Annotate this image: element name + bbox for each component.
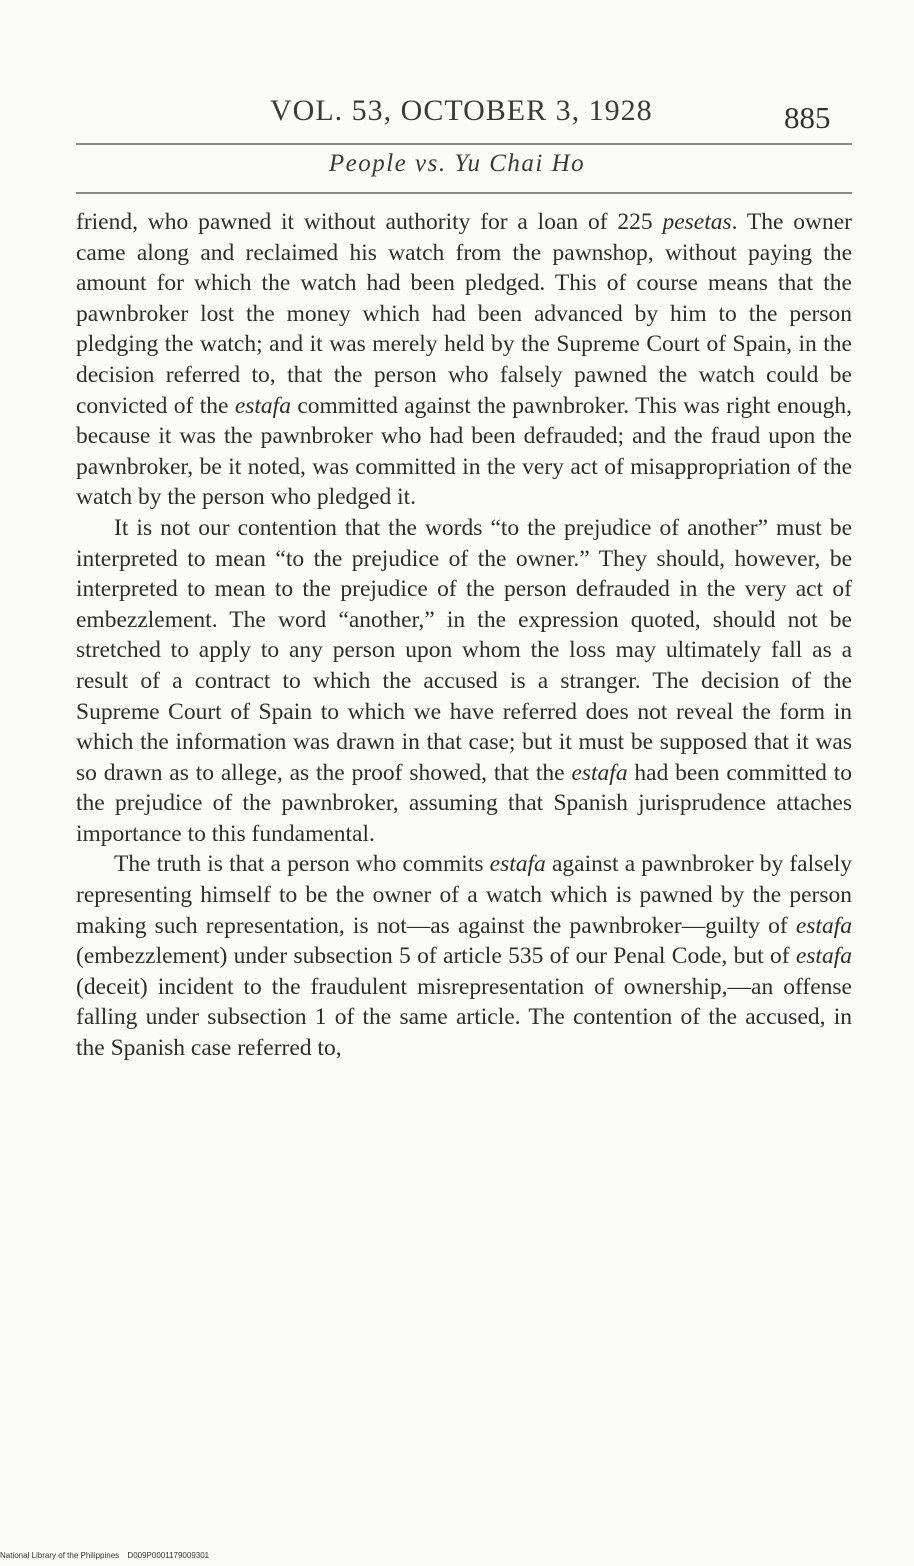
italic-term: estafa	[795, 943, 852, 970]
text-run: The truth is that a person who commits	[114, 851, 490, 878]
running-head: VOL. 53, OCTOBER 3, 1928	[270, 94, 653, 127]
text-run: committed against the pawnbroker. This was right enough, because it was the pawnbroker who had been defrauded; and the fraud upon the pawnbroker, be it noted, was committed in the very act of misappropriation of the watch by the person who pledged it.	[76, 392, 852, 511]
text-run: (embezzlement) under subsection 5 of article 535 of our Penal Code, but of	[76, 943, 796, 970]
page-number: 885	[784, 100, 831, 135]
paragraph-1	[76, 207, 852, 513]
text-run: against a pawnbroker by falsely representing himself to be the owner of a watch which is pawned by the person making such representation, is not—as against the pawnbroker—guilty of	[76, 851, 852, 939]
footer-library: National Library of the Philippines	[0, 1551, 120, 1560]
text-run: had been committed to the prejudice of the pawnbroker, assuming that Spanish jurisprudence attaches importance to this fundamental.	[76, 759, 852, 847]
italic-term: estafa	[234, 392, 291, 419]
case-title: People vs. Yu Chai Ho	[328, 150, 586, 177]
italic-term: estafa	[571, 759, 628, 786]
page-header	[0, 88, 914, 138]
italic-term: pesetas	[662, 209, 732, 235]
text-run: friend, who pawned it without authority for a loan of 225	[76, 209, 663, 235]
body-text	[76, 207, 852, 1064]
paragraph-2	[76, 513, 852, 850]
paragraph-3	[76, 849, 852, 1063]
header-rule-top	[76, 143, 852, 145]
italic-term: estafa	[489, 851, 546, 878]
text-run: . The owner came along and reclaimed his watch from the pawnshop, without paying the amount for which the watch had been pledged. This of course means that the pawnbroker lost the money which had been advanced by him to the person pledging the watch; and it was merely held by the Supreme Court of Spain, in the decision referred to, that the person who falsely pawned the watch could be convicted of the	[76, 209, 852, 419]
scan-footer	[0, 1551, 209, 1560]
text-run: (deceit) incident to the fraudulent misrepresentation of ownership,—an offense falling under subsection 1 of the same article. The contention of the accused, in the Spanish case referred to,	[76, 973, 852, 1062]
header-rule-bottom	[76, 192, 852, 194]
footer-code: D009P0001179009301	[127, 1551, 210, 1560]
italic-term: estafa	[795, 912, 852, 939]
text-run: It is not our contention that the words “to the prejudice of another” must be interpreted to mean “to the prejudice of the owner.” They should, however, be interpreted to mean to the prejudice of the person defrauded in the very act of embezzlement. The word “another,” in the expression quoted, should not be stretched to apply to any person upon whom the loss may ultimately fall as a result of a contract to which the accused is a stranger. The decision of the Supreme Court of Spain to which we have referred does not reveal the form in which the information was drawn in that case; but it must be supposed that it was so drawn as to allege, as the proof showed, that the	[76, 514, 852, 786]
